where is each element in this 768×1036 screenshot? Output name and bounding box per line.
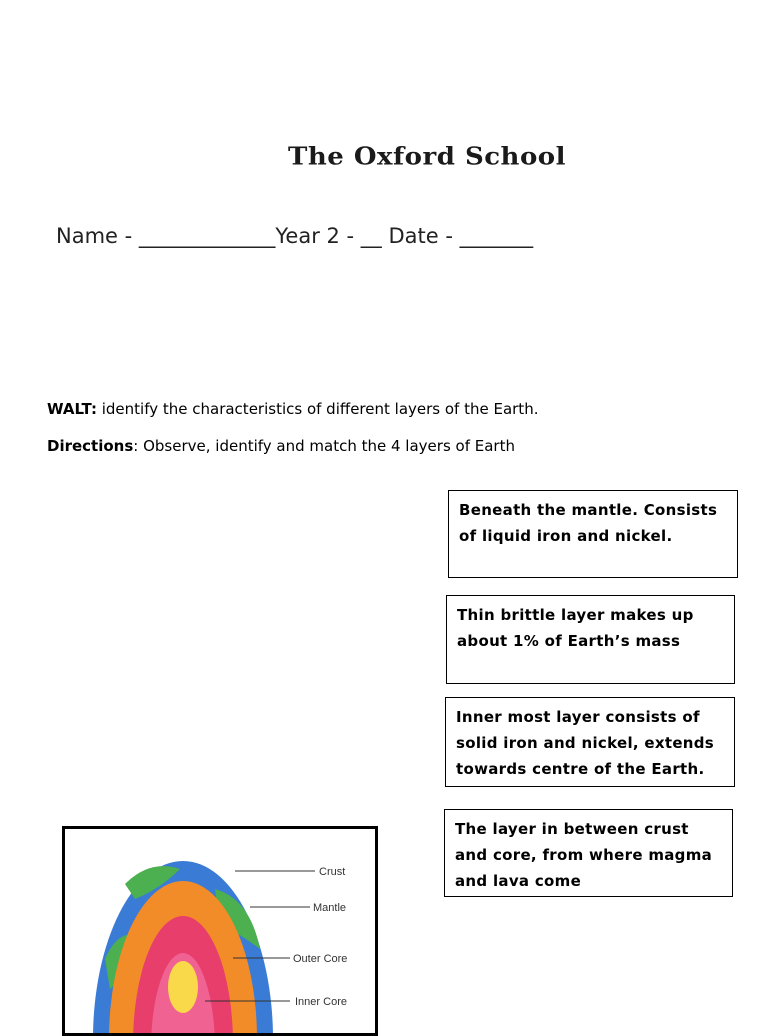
earth-layers-diagram xyxy=(62,826,378,1036)
description-card-inner-core: Inner most layer consists of solid iron and nickel, extends towards centre of the Earth. xyxy=(445,697,735,787)
name-year-date-line: Name - _____________Year 2 - __ Date - _______ xyxy=(56,224,534,248)
label-outer-core: Outer Core xyxy=(293,953,348,965)
directions-text: : Observe, identify and match the 4 layers of Earth xyxy=(133,437,515,455)
earth-cross-section xyxy=(93,861,273,1033)
directions-line xyxy=(47,437,515,455)
walt-text: identify the characteristics of different layers of the Earth. xyxy=(96,400,539,418)
description-card-crust: Thin brittle layer makes up about 1% of Earth’s mass xyxy=(446,595,735,684)
label-inner-core: Inner Core xyxy=(295,996,347,1008)
description-card-outer-core: Beneath the mantle. Consists of liquid iron and nickel. xyxy=(448,490,738,578)
label-mantle: Mantle xyxy=(313,902,347,914)
label-crust: Crust xyxy=(319,866,346,878)
walt-line xyxy=(47,400,538,418)
directions-label: Directions xyxy=(47,437,134,455)
walt-label: WALT: xyxy=(47,400,97,418)
description-card-mantle: The layer in between crust and core, from where magma and lava come xyxy=(444,809,733,897)
school-name: The Oxford School xyxy=(288,143,567,171)
